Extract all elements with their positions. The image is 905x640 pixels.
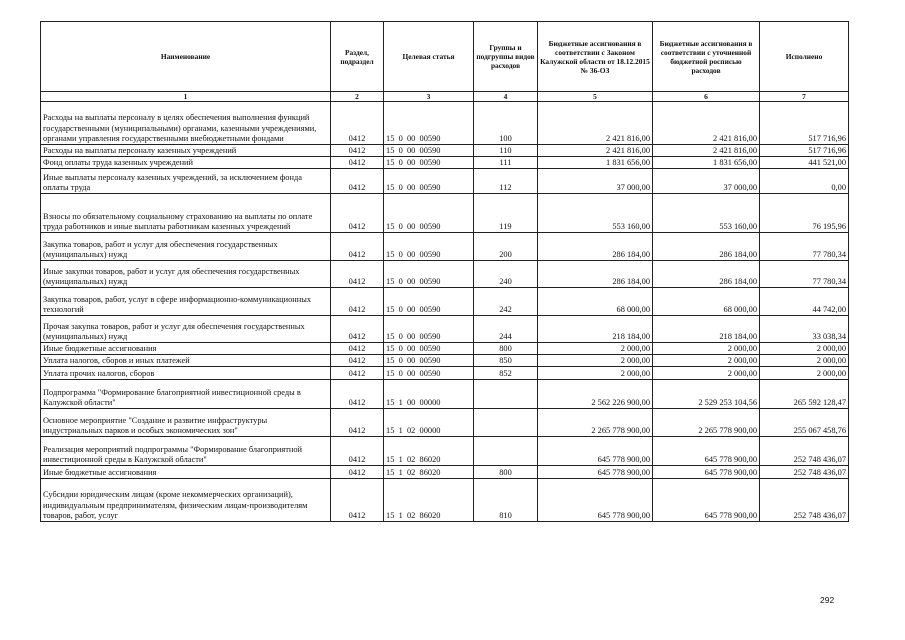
table-row (41, 261, 849, 288)
row-law-amount: 2 421 816,00 (538, 145, 653, 157)
row-law-amount: 1 831 656,00 (538, 157, 653, 169)
row-refined-amount: 2 000,00 (653, 355, 760, 367)
row-law-amount: 286 184,00 (538, 261, 653, 288)
row-done-amount: 252 748 436,07 (760, 479, 849, 522)
table-row (41, 437, 849, 466)
row-group: 119 (474, 194, 538, 233)
header-target: Целевая статья (384, 22, 474, 92)
table-row (41, 355, 849, 367)
row-done-amount: 2 000,00 (760, 343, 849, 355)
column-number-row (41, 92, 849, 102)
row-refined-amount: 2 421 816,00 (653, 102, 760, 145)
row-law-amount: 2 562 226 900,00 (538, 380, 653, 409)
row-done-amount: 517 716,96 (760, 145, 849, 157)
row-name: Расходы на выплаты персоналу в целях обеспечения выполнения функций государственными (муниципальными) органами, казенными учреждениями, органами управления государственными внебюджетными фондами (41, 102, 331, 145)
row-done-amount: 252 748 436,07 (760, 466, 849, 479)
row-target: 15 1 00 00000 (384, 380, 474, 409)
row-target: 15 1 02 86020 (384, 466, 474, 479)
row-target: 15 0 00 00590 (384, 169, 474, 194)
row-done-amount: 2 000,00 (760, 367, 849, 380)
row-section: 0412 (331, 157, 384, 169)
row-refined-amount: 2 000,00 (653, 367, 760, 380)
row-target: 15 0 00 00590 (384, 355, 474, 367)
row-group: 100 (474, 102, 538, 145)
table-row (41, 343, 849, 355)
row-group (474, 380, 538, 409)
table-row (41, 288, 849, 316)
row-group (474, 437, 538, 466)
row-refined-amount: 2 529 253 104,56 (653, 380, 760, 409)
table-row (41, 479, 849, 522)
row-group: 800 (474, 343, 538, 355)
row-done-amount: 255 067 458,76 (760, 409, 849, 437)
row-group: 852 (474, 367, 538, 380)
row-name: Иные выплаты персоналу казенных учреждений, за исключением фонда оплаты труда (41, 169, 331, 194)
header-name: Наименование (41, 22, 331, 92)
row-done-amount: 441 521,00 (760, 157, 849, 169)
row-target: 15 1 02 86020 (384, 479, 474, 522)
row-section: 0412 (331, 288, 384, 316)
header-law: Бюджетные ассигнования в соответствии с Законом Калужской области от 18.12.2015 № 36-ОЗ (538, 22, 653, 92)
row-refined-amount: 2 000,00 (653, 343, 760, 355)
row-law-amount: 2 000,00 (538, 367, 653, 380)
row-name: Уплата прочих налогов, сборов (41, 367, 331, 380)
row-section: 0412 (331, 145, 384, 157)
table-row (41, 233, 849, 261)
row-law-amount: 68 000,00 (538, 288, 653, 316)
row-refined-amount: 645 778 900,00 (653, 437, 760, 466)
row-done-amount: 76 195,96 (760, 194, 849, 233)
row-target: 15 0 00 00590 (384, 233, 474, 261)
row-name: Основное мероприятие "Создание и развитие инфраструктуры индустриальных парков и особых экономических зон" (41, 409, 331, 437)
row-section: 0412 (331, 261, 384, 288)
row-group: 240 (474, 261, 538, 288)
row-done-amount: 265 592 128,47 (760, 380, 849, 409)
row-law-amount: 645 778 900,00 (538, 437, 653, 466)
row-section: 0412 (331, 380, 384, 409)
row-name: Иные закупки товаров, работ и услуг для обеспечения государственных (муниципальных) нужд (41, 261, 331, 288)
table-body (41, 102, 849, 522)
row-section: 0412 (331, 466, 384, 479)
table-row (41, 169, 849, 194)
row-refined-amount: 218 184,00 (653, 316, 760, 343)
row-group: 800 (474, 466, 538, 479)
row-target: 15 1 02 86020 (384, 437, 474, 466)
row-group: 200 (474, 233, 538, 261)
table-row (41, 466, 849, 479)
table-row (41, 409, 849, 437)
row-done-amount: 517 716,96 (760, 102, 849, 145)
row-done-amount: 77 780,34 (760, 233, 849, 261)
table-row (41, 194, 849, 233)
row-refined-amount: 1 831 656,00 (653, 157, 760, 169)
row-refined-amount: 2 421 816,00 (653, 145, 760, 157)
row-name: Закупка товаров, работ и услуг для обеспечения государственных (муниципальных) нужд (41, 233, 331, 261)
row-group: 810 (474, 479, 538, 522)
row-group: 110 (474, 145, 538, 157)
row-law-amount: 2 000,00 (538, 355, 653, 367)
row-refined-amount: 286 184,00 (653, 233, 760, 261)
row-name: Фонд оплаты труда казенных учреждений (41, 157, 331, 169)
row-done-amount: 252 748 436,07 (760, 437, 849, 466)
row-section: 0412 (331, 355, 384, 367)
row-done-amount: 2 000,00 (760, 355, 849, 367)
row-done-amount: 0,00 (760, 169, 849, 194)
row-section: 0412 (331, 409, 384, 437)
row-target: 15 0 00 00590 (384, 102, 474, 145)
row-target: 15 0 00 00590 (384, 157, 474, 169)
row-law-amount: 286 184,00 (538, 233, 653, 261)
row-name: Реализация мероприятий подпрограммы "Формирование благоприятной инвестиционной среды в Калужской области" (41, 437, 331, 466)
row-refined-amount: 37 000,00 (653, 169, 760, 194)
table-row (41, 380, 849, 409)
table-row (41, 367, 849, 380)
row-done-amount: 33 038,34 (760, 316, 849, 343)
row-target: 15 0 00 00590 (384, 316, 474, 343)
row-name: Взносы по обязательному социальному страхованию на выплаты по оплате труда работников и иные выплаты работникам казенных учреждений (41, 194, 331, 233)
row-group: 242 (474, 288, 538, 316)
row-name: Расходы на выплаты персоналу казенных учреждений (41, 145, 331, 157)
row-section: 0412 (331, 367, 384, 380)
table-row (41, 157, 849, 169)
row-name: Субсидии юридическим лицам (кроме некоммерческих организаций), индивидуальным предпринимателям, физическим лицам-производителям товаров, работ, услуг (41, 479, 331, 522)
row-name: Уплата налогов, сборов и иных платежей (41, 355, 331, 367)
row-refined-amount: 645 778 900,00 (653, 479, 760, 522)
header-row (41, 22, 849, 92)
row-section: 0412 (331, 437, 384, 466)
row-target: 15 0 00 00590 (384, 367, 474, 380)
table-row (41, 102, 849, 145)
row-section: 0412 (331, 316, 384, 343)
row-law-amount: 37 000,00 (538, 169, 653, 194)
row-refined-amount: 68 000,00 (653, 288, 760, 316)
budget-table (40, 21, 849, 522)
row-law-amount: 2 265 778 900,00 (538, 409, 653, 437)
column-number: 2 (331, 92, 384, 102)
row-section: 0412 (331, 169, 384, 194)
row-name: Прочая закупка товаров, работ и услуг для обеспечения государственных (муниципальных) нужд (41, 316, 331, 343)
page-number: 292 (820, 595, 835, 605)
row-section: 0412 (331, 479, 384, 522)
row-target: 15 0 00 00590 (384, 261, 474, 288)
row-law-amount: 2 421 816,00 (538, 102, 653, 145)
row-law-amount: 2 000,00 (538, 343, 653, 355)
header-refined: Бюджетные ассигнования в соответствии с уточненной бюджетной росписью расходов (653, 22, 760, 92)
table-row (41, 145, 849, 157)
row-target: 15 0 00 00590 (384, 288, 474, 316)
row-name: Иные бюджетные ассигнования (41, 466, 331, 479)
row-law-amount: 645 778 900,00 (538, 466, 653, 479)
row-group: 244 (474, 316, 538, 343)
row-target: 15 0 00 00590 (384, 194, 474, 233)
row-refined-amount: 2 265 778 900,00 (653, 409, 760, 437)
row-target: 15 1 02 00000 (384, 409, 474, 437)
row-group: 850 (474, 355, 538, 367)
table-row (41, 316, 849, 343)
column-number: 3 (384, 92, 474, 102)
row-law-amount: 553 160,00 (538, 194, 653, 233)
row-section: 0412 (331, 102, 384, 145)
row-refined-amount: 553 160,00 (653, 194, 760, 233)
column-number: 4 (474, 92, 538, 102)
row-done-amount: 44 742,00 (760, 288, 849, 316)
row-group (474, 409, 538, 437)
row-done-amount: 77 780,34 (760, 261, 849, 288)
row-section: 0412 (331, 343, 384, 355)
row-name: Закупка товаров, работ, услуг в сфере информационно-коммуникационных технологий (41, 288, 331, 316)
row-section: 0412 (331, 233, 384, 261)
row-target: 15 0 00 00590 (384, 145, 474, 157)
column-number: 1 (41, 92, 331, 102)
row-refined-amount: 645 778 900,00 (653, 466, 760, 479)
row-name: Иные бюджетные ассигнования (41, 343, 331, 355)
row-target: 15 0 00 00590 (384, 343, 474, 355)
row-name: Подпрограмма "Формирование благоприятной инвестиционной среды в Калужской области" (41, 380, 331, 409)
row-law-amount: 218 184,00 (538, 316, 653, 343)
column-number: 7 (760, 92, 849, 102)
row-group: 111 (474, 157, 538, 169)
header-section: Раздел, подраздел (331, 22, 384, 92)
header-groups: Группы и подгруппы видов расходов (474, 22, 538, 92)
row-section: 0412 (331, 194, 384, 233)
row-refined-amount: 286 184,00 (653, 261, 760, 288)
row-group: 112 (474, 169, 538, 194)
column-number: 6 (653, 92, 760, 102)
row-law-amount: 645 778 900,00 (538, 479, 653, 522)
header-done: Исполнено (760, 22, 849, 92)
column-number: 5 (538, 92, 653, 102)
